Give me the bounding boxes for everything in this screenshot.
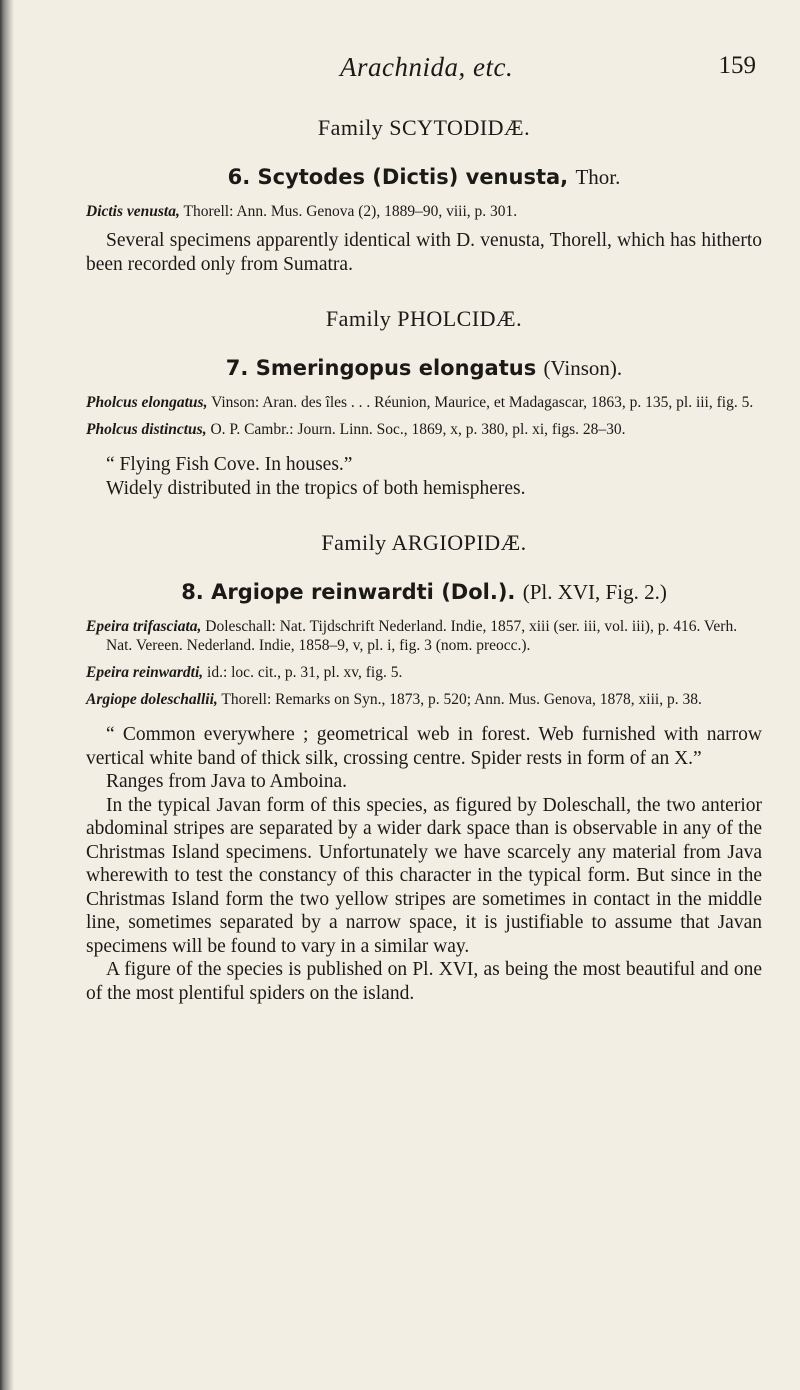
species-plate-ref: (Pl. XVI, Fig. 2.) xyxy=(522,580,667,604)
body-paragraph: A figure of the species is published on Pl. XVI, as being the most beautiful and one of the most plentiful spiders on the island. xyxy=(86,959,762,1004)
synonym-citation: O. P. Cambr.: Journ. Linn. Soc., 1869, x, p. 380, pl. xi, figs. 28–30. xyxy=(210,421,626,438)
body-paragraph: Ranges from Java to Amboina. xyxy=(106,771,347,792)
running-title: Arachnida, etc. xyxy=(340,52,514,82)
synonym-name: Epeira reinwardti, xyxy=(86,664,204,681)
species-heading xyxy=(86,356,762,381)
page-number: 159 xyxy=(718,52,756,79)
family-heading: Family SCYTODIDÆ. xyxy=(317,115,531,140)
body-paragraph: In the typical Javan form of this species, as figured by Doleschall, the two anterior abdominal stripes are separated by a wider dark space than is observable in any of the Christmas Island specimens. Unfortunately we have scarcely any material from Java wherewith to test the constancy of this character in the typical form. But since in the Christmas Island form the two yellow stripes are sometimes in contact in the middle line, sometimes separated by a narrow space, it is justifiable to assume that Javan specimens will be found to vary in a similar way. xyxy=(86,794,762,957)
section-gap xyxy=(86,276,762,306)
synonym-entry xyxy=(86,617,762,655)
species-name: 8. Argiope reinwardti (Dol.). xyxy=(181,580,516,604)
species-name: 7. Smeringopus elongatus xyxy=(225,356,537,380)
synonym-entry xyxy=(86,393,762,412)
synonym-entry xyxy=(86,663,762,682)
synonym-citation: Vinson: Aran. des îles . . . Réunion, Maurice, et Madagascar, 1863, p. 135, pl. iii, fig. 5. xyxy=(211,394,754,411)
synonym-name: Epeira trifasciata, xyxy=(86,618,202,635)
species-author: Thor. xyxy=(575,165,621,189)
synonym-citation: Thorell: Ann. Mus. Genova (2), 1889–90, viii, p. 301. xyxy=(183,203,518,220)
synonym-citation: id.: loc. cit., p. 31, pl. xv, fig. 5. xyxy=(207,664,403,681)
page-binding-edge xyxy=(0,0,14,1390)
body-paragraph: “ Common everywhere ; geometrical web in forest. Web furnished with narrow vertical white band of thick silk, crossing centre. Spider rests in form of an X.” xyxy=(86,724,762,769)
synonym-entry xyxy=(86,690,762,709)
running-head xyxy=(0,52,800,92)
body-paragraph: Widely distributed in the tropics of both hemispheres. xyxy=(106,477,526,499)
synonym-name: Dictis venusta, xyxy=(86,203,180,220)
family-heading: Family PHOLCIDÆ. xyxy=(325,306,523,331)
species-author: (Vinson). xyxy=(543,356,623,380)
body-paragraph: Several specimens apparently identical with D. venusta, Thorell, which has hitherto been recorded only from Sumatra. xyxy=(86,230,762,275)
family-heading: Family ARGIOPIDÆ. xyxy=(321,530,527,555)
synonym-entry xyxy=(86,420,762,439)
synonym-entry xyxy=(86,202,762,221)
synonym-citation: Thorell: Remarks on Syn., 1873, p. 520; Ann. Mus. Genova, 1878, xiii, p. 38. xyxy=(221,691,702,708)
species-heading xyxy=(86,165,762,190)
body-paragraph: “ Flying Fish Cove. In houses.” xyxy=(106,454,353,475)
synonym-name: Pholcus elongatus, xyxy=(86,394,208,411)
synonym-name: Pholcus distinctus, xyxy=(86,421,207,438)
species-heading xyxy=(86,580,762,605)
section-gap xyxy=(86,500,762,530)
synonym-citation: Doleschall: Nat. Tijdschrift Nederland. Indie, 1857, xiii (ser. iii, vol. iii), p. 416. Verh. Nat. Vereen. Nederland. Indie, 1858–9, v, pl. i, fig. 3 (nom. preocc.). xyxy=(106,618,738,654)
synonym-name: Argiope doleschallii, xyxy=(86,691,218,708)
page-body xyxy=(86,115,762,1005)
species-name: 6. Scytodes (Dictis) venusta, xyxy=(227,165,569,189)
